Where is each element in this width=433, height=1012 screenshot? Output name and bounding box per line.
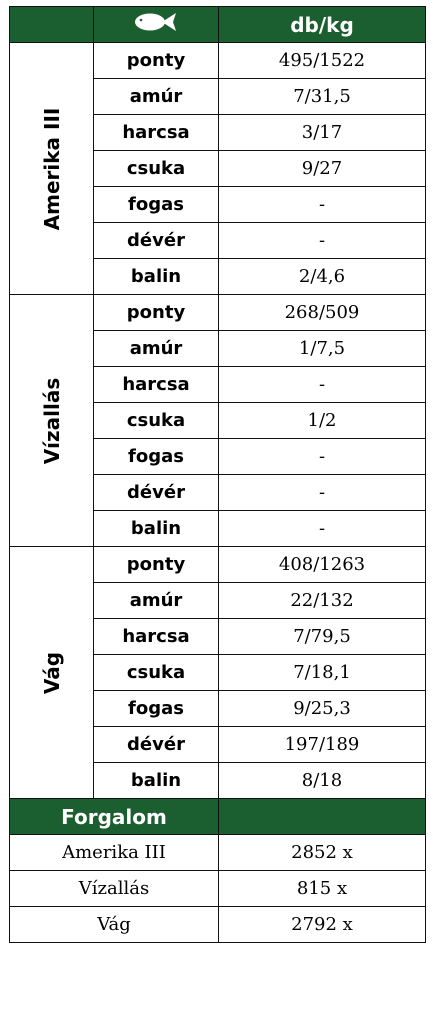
catch-value: - bbox=[219, 439, 426, 475]
fish-name: harcsa bbox=[94, 367, 219, 403]
fish-name: balin bbox=[94, 511, 219, 547]
fish-name: fogas bbox=[94, 439, 219, 475]
group-cell bbox=[10, 547, 94, 799]
group-cell bbox=[10, 43, 94, 295]
catch-value: 495/1522 bbox=[219, 43, 426, 79]
catch-value: 3/17 bbox=[219, 115, 426, 151]
traffic-row bbox=[10, 871, 426, 907]
traffic-header-blank bbox=[219, 799, 426, 835]
catch-value: 7/31,5 bbox=[219, 79, 426, 115]
fish-name: csuka bbox=[94, 151, 219, 187]
fish-name: csuka bbox=[94, 403, 219, 439]
catch-value: - bbox=[219, 511, 426, 547]
catch-value: 9/25,3 bbox=[219, 691, 426, 727]
fish-name: balin bbox=[94, 259, 219, 295]
catch-value: 408/1263 bbox=[219, 547, 426, 583]
traffic-value: 2792 x bbox=[219, 907, 426, 943]
table-row bbox=[10, 547, 426, 583]
fish-name: dévér bbox=[94, 475, 219, 511]
traffic-location: Amerika III bbox=[10, 835, 219, 871]
catch-value: 7/18,1 bbox=[219, 655, 426, 691]
header-value-label: db/kg bbox=[219, 7, 426, 43]
fish-name: amúr bbox=[94, 331, 219, 367]
traffic-row bbox=[10, 835, 426, 871]
fish-name: ponty bbox=[94, 547, 219, 583]
table-row bbox=[10, 295, 426, 331]
fish-name: csuka bbox=[94, 655, 219, 691]
traffic-title: Forgalom bbox=[10, 799, 219, 835]
table-row bbox=[10, 43, 426, 79]
catch-value: 1/2 bbox=[219, 403, 426, 439]
catch-value: - bbox=[219, 475, 426, 511]
fish-name: dévér bbox=[94, 223, 219, 259]
traffic-location: Vízallás bbox=[10, 871, 219, 907]
header-fish-cell bbox=[94, 7, 219, 43]
traffic-header-row bbox=[10, 799, 426, 835]
header-row bbox=[10, 7, 426, 43]
fish-icon bbox=[133, 11, 179, 33]
fish-name: harcsa bbox=[94, 619, 219, 655]
traffic-value: 815 x bbox=[219, 871, 426, 907]
catch-value: 8/18 bbox=[219, 763, 426, 799]
header-blank-cell bbox=[10, 7, 94, 43]
traffic-value: 2852 x bbox=[219, 835, 426, 871]
fish-name: balin bbox=[94, 763, 219, 799]
fish-name: amúr bbox=[94, 583, 219, 619]
fish-name: dévér bbox=[94, 727, 219, 763]
catch-value: 22/132 bbox=[219, 583, 426, 619]
group-label: Amerika III bbox=[39, 107, 64, 230]
group-cell bbox=[10, 295, 94, 547]
catch-value: 197/189 bbox=[219, 727, 426, 763]
catch-value: 2/4,6 bbox=[219, 259, 426, 295]
catch-value: 268/509 bbox=[219, 295, 426, 331]
catch-table-body bbox=[10, 7, 426, 943]
traffic-row bbox=[10, 907, 426, 943]
fish-name: ponty bbox=[94, 295, 219, 331]
traffic-location: Vág bbox=[10, 907, 219, 943]
fish-name: fogas bbox=[94, 187, 219, 223]
group-label: Vízallás bbox=[39, 377, 64, 464]
fish-name: amúr bbox=[94, 79, 219, 115]
catch-value: 7/79,5 bbox=[219, 619, 426, 655]
fish-name: harcsa bbox=[94, 115, 219, 151]
fish-name: fogas bbox=[94, 691, 219, 727]
catch-value: - bbox=[219, 187, 426, 223]
catch-table bbox=[9, 6, 426, 943]
fish-name: ponty bbox=[94, 43, 219, 79]
catch-value: 9/27 bbox=[219, 151, 426, 187]
catch-value: - bbox=[219, 367, 426, 403]
catch-value: - bbox=[219, 223, 426, 259]
catch-value: 1/7,5 bbox=[219, 331, 426, 367]
group-label: Vág bbox=[39, 651, 64, 694]
